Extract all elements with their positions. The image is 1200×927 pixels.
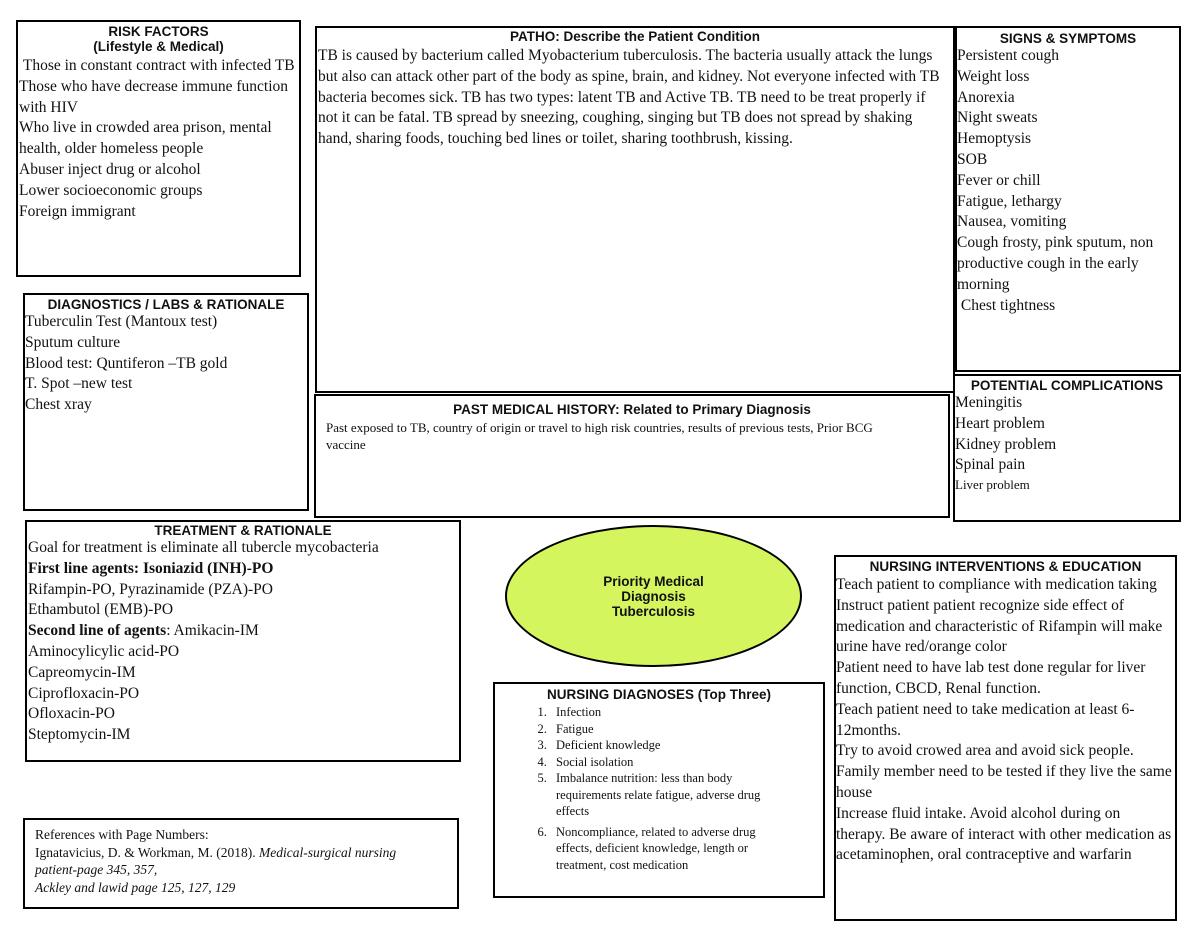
patho-box bbox=[315, 26, 955, 393]
nursing-diagnosis-item: 4. Social isolation bbox=[550, 754, 823, 771]
symptom-item: Chest tightness bbox=[957, 296, 1056, 314]
references-title: References with Page Numbers: bbox=[35, 827, 209, 842]
intervention-item: Try to avoid crowed area and avoid sick people. Family member need to be tested if they live the same house bbox=[836, 742, 1172, 801]
complication-item: Heart problem bbox=[955, 414, 1045, 432]
treatment-item: Ciprofloxacin-PO bbox=[28, 684, 140, 702]
nursing-diagnoses-box bbox=[493, 682, 825, 898]
first-line-agents: First line agents: Isoniazid (INH)-PO bbox=[28, 559, 274, 577]
complication-item: Meningitis bbox=[955, 394, 1023, 411]
symptom-item: Cough frosty, pink sputum, non productive cough in the early morning bbox=[957, 234, 1154, 293]
intervention-item: Teach patient to compliance with medication taking bbox=[836, 576, 1157, 593]
priority-diagnosis-name: Tuberculosis bbox=[611, 603, 696, 619]
diagnostic-item: Chest xray bbox=[25, 396, 92, 414]
risk-factor-item: Who live in crowded area prison, mental health, older homeless people bbox=[19, 119, 272, 158]
diagnostics-title: DIAGNOSTICS / LABS & RATIONALE bbox=[47, 297, 285, 312]
treatment-item: Steptomycin-IM bbox=[28, 726, 131, 744]
intervention-item: Teach patient need to take medication at least 6-12months. bbox=[836, 700, 1135, 739]
treatment-item: Ethambutol (EMB)-PO bbox=[28, 601, 174, 619]
patho-title: PATHO: Describe the Patient Condition bbox=[509, 29, 760, 44]
nursing-diagnosis-item: 3. Deficient knowledge bbox=[550, 737, 823, 754]
treatment-item: Ofloxacin-PO bbox=[28, 705, 115, 723]
complications-title: POTENTIAL COMPLICATIONS bbox=[970, 378, 1164, 393]
treatment-item: Capreomycin-IM bbox=[28, 663, 136, 681]
symptom-item: Weight loss bbox=[957, 67, 1030, 85]
diagnostic-item: T. Spot –new test bbox=[25, 375, 133, 393]
intervention-item: Patient need to have lab test done regular for liver function, CBCD, Renal function. bbox=[836, 659, 1146, 697]
reference-authors: Ignatavicius, D. & Workman, M. (2018). bbox=[35, 844, 260, 860]
signs-symptoms-title: SIGNS & SYMPTOMS bbox=[999, 31, 1137, 46]
complication-item: Spinal pain bbox=[955, 456, 1026, 474]
references-box bbox=[23, 818, 459, 909]
priority-line-1: Priority Medical bbox=[603, 573, 704, 589]
treatment-goal: Goal for treatment is eliminate all tubercle mycobacteria bbox=[28, 539, 379, 556]
risk-factor-item: Those in constant contract with infected TB bbox=[19, 57, 295, 74]
intervention-item: Instruct patient patient recognize side effect of medication and characteristic of Rifampin will make urine have red/orange color bbox=[836, 596, 1163, 656]
risk-factors-box bbox=[16, 20, 301, 277]
nursing-interventions-title: NURSING INTERVENTIONS & EDUCATION bbox=[869, 559, 1142, 574]
risk-factor-item: Foreign immigrant bbox=[19, 202, 136, 220]
signs-symptoms-box bbox=[955, 26, 1181, 372]
nursing-diagnosis-item: 1. Infection bbox=[550, 704, 823, 721]
second-line-first: : Amikacin-IM bbox=[166, 622, 259, 640]
symptom-item: Hemoptysis bbox=[957, 130, 1032, 148]
symptom-item: Nausea, vomiting bbox=[957, 213, 1067, 231]
symptom-item: Persistent cough bbox=[957, 47, 1060, 64]
risk-factor-item: Lower socioeconomic groups bbox=[19, 181, 203, 199]
risk-factors-subtitle: (Lifestyle & Medical) bbox=[93, 39, 224, 54]
diagnostic-item: Sputum culture bbox=[25, 333, 121, 351]
symptom-item: Fatigue, lethargy bbox=[957, 192, 1062, 210]
reference-second: Ackley and lawid page 125, 127, 129 bbox=[35, 879, 236, 895]
risk-factor-item: Those who have decrease immune function with HIV bbox=[19, 77, 289, 116]
symptom-item: Night sweats bbox=[957, 109, 1038, 127]
complication-item: Liver problem bbox=[955, 477, 1030, 493]
symptom-item: Fever or chill bbox=[957, 171, 1041, 189]
diagnostic-item: Tuberculin Test (Mantoux test) bbox=[25, 313, 218, 330]
priority-diagnosis-oval bbox=[505, 525, 802, 667]
treatment-item: Rifampin-PO, Pyrazinamide (PZA)-PO bbox=[28, 580, 273, 598]
intervention-item: Increase fluid intake. Avoid alcohol during on therapy. Be aware of interact with other medication as acetaminophen, oral contraceptive and warfarin bbox=[836, 804, 1172, 864]
nursing-diagnosis-item: 6. Noncompliance, related to adverse drug effects, deficient knowledge, length or treatment, cost medication bbox=[550, 824, 823, 874]
treatment-title: TREATMENT & RATIONALE bbox=[154, 523, 332, 538]
risk-factors-title: RISK FACTORS bbox=[108, 24, 209, 39]
symptom-item: SOB bbox=[957, 150, 988, 168]
nursing-diagnosis-item: 5. Imbalance nutrition: less than body requirements relate fatigue, adverse drug effects bbox=[550, 770, 823, 820]
symptom-item: Anorexia bbox=[957, 88, 1015, 106]
past-medical-history-box bbox=[314, 394, 950, 518]
treatment-item: Aminocylicylic acid-PO bbox=[28, 642, 180, 660]
patho-text: TB is caused by bacterium called Myobacterium tuberculosis. The bacteria usually attack the lungs but also can attack other part of the body as spine, brain, and kidney. Not everyone infected with TB bacteria becomes sick. TB has two types: latent TB and Active TB. TB need to be treat properly if not it can be fatal. TB spread by sneezing, coughing, singing but TB does not spread by shaking hand, sharing foods, touching bed lines or toilet, sharing toothbrush, kissing. bbox=[318, 47, 940, 148]
second-line-label: Second line of agents bbox=[28, 622, 167, 640]
past-medical-history-title: PAST MEDICAL HISTORY: Related to Primary Diagnosis bbox=[453, 402, 811, 417]
priority-line-2: Diagnosis bbox=[621, 588, 686, 604]
risk-factor-item: Abuser inject drug or alcohol bbox=[19, 160, 201, 178]
nursing-diagnosis-item: 2. Fatigue bbox=[550, 721, 823, 738]
nursing-interventions-box bbox=[834, 555, 1177, 921]
treatment-box bbox=[25, 520, 461, 762]
complications-box bbox=[953, 374, 1181, 522]
diagnostic-item: Blood test: Quntiferon –TB gold bbox=[25, 354, 228, 372]
diagnostics-box bbox=[23, 293, 309, 511]
complication-item: Kidney problem bbox=[955, 435, 1057, 453]
reference-book: Medical-surgical nursing patient-page 345, 357, bbox=[35, 844, 397, 877]
past-medical-history-text: Past exposed to TB, country of origin or travel to high risk countries, results of previous tests, Prior BCG vaccine bbox=[326, 420, 873, 452]
nursing-diagnoses-title: NURSING DIAGNOSES (Top Three) bbox=[546, 687, 771, 702]
